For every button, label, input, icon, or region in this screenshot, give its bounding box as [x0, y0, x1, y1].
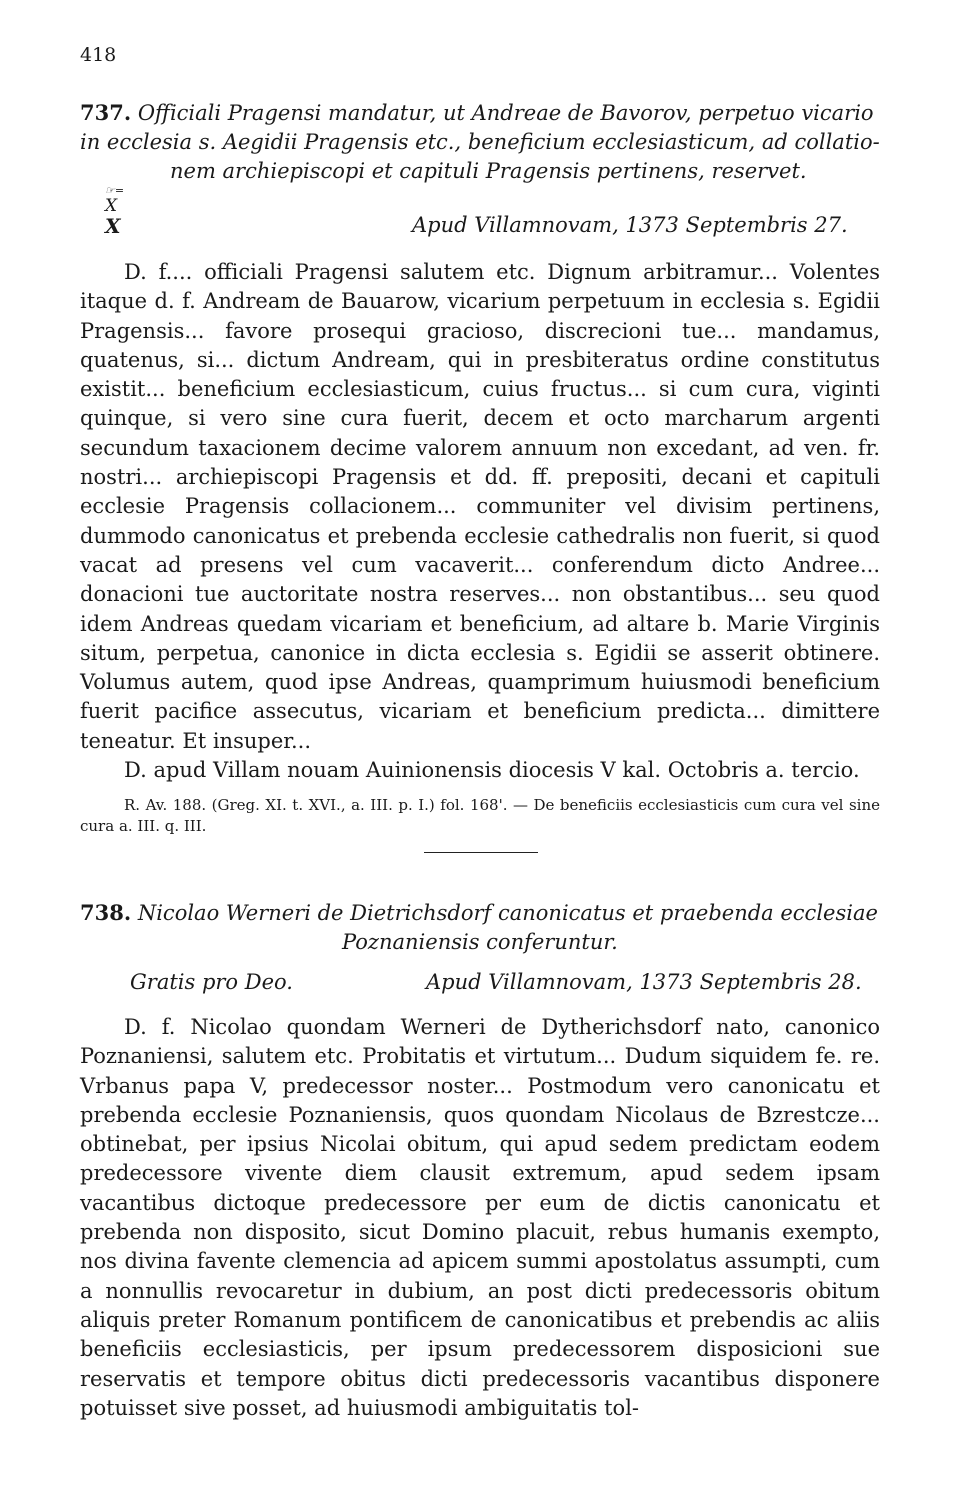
- entry-737-title-line-2: in ecclesia s. Aegidii Pragensis etc., beneficium ecclesiasticum, ad collatio-: [80, 130, 880, 154]
- entry-738-gratis: Gratis pro Deo.: [130, 970, 293, 994]
- entry-738-body-paragraph: D. f. Nicolao quondam Werneri de Dytherichsdorf nato, canonico Poznaniensi, salutem etc. Probitatis et virtutum... Dudum siquidem fe. re. Vrbanus papa V, predecessor noster... Postmodum vero canonicatu et prebenda ecclesie Poznaniensis, quos quondam Nicolaus de Bzrestcze... obtinebat, per ipsius Nicolai obitum, qui apud sedem predictam eodem predecessore vivente diem clausit extremum, apud sedem ipsam vacantibus dictoque predecessore per eum de dictis canonicatu et prebenda non disposito, sicut Domino placuit, rebus humanis exempto, nos divina favente clemencia ad apicem summi apostolatus assumpti, cum a nonnullis revocaretur in dubium, an post dicti predecessoris obitum aliquis preter Romanum pontificem de canonicatibus et prebendis ac aliis beneficiis ecclesiasticis, per ipsum predecessorem disposicioni sue reservatis et tempore obitus dicti predecessoris vacantibus disponere potuisset sive posset, ad huiusmodi ambiguitatis tol-: [80, 1015, 880, 1420]
- entry-737-source-text: R. Av. 188. (Greg. XI. t. XVI., a. III. p. I.) fol. 168'. — De beneficiis ecclesiasticis cum cura vel sine cura a. III. q. III.: [80, 796, 880, 835]
- entry-737-title-line-1: Officiali Pragensi mandatur, ut Andreae de Bavorov, perpetuo vicario: [137, 101, 874, 125]
- entry-737-body: [80, 258, 880, 785]
- entry-738-title-line-1: Nicolao Werneri de Dietrichsdorf canonicatus et praebenda ecclesiae: [137, 901, 878, 925]
- x-mark: X: [105, 196, 118, 216]
- entry-737-dateline: Apud Villamnovam, 1373 Septembris 27.: [412, 213, 848, 237]
- section-divider: [424, 852, 538, 853]
- entry-738-number: 738.: [80, 900, 132, 925]
- entry-738-title-line-2: Poznaniensis conferuntur.: [342, 930, 618, 954]
- entry-738-body: [80, 1013, 880, 1423]
- entry-737-number: 737.: [80, 100, 132, 125]
- entry-737-title-line-3: nem archiepiscopi et capituli Pragensis pertinens, reservet.: [170, 159, 807, 183]
- margin-marks: [105, 186, 124, 236]
- entry-738-heading: [80, 898, 880, 957]
- pointing-hand-mark: ☞=: [105, 184, 125, 197]
- entry-737-body-paragraph: D. f.... officiali Pragensi salutem etc. Dignum arbitramur... Volentes itaque d. f. Andream de Bauarow, vicarium perpetuum in ecclesia s. Egidii Pragensis... favore prosequi gracioso, discrecioni tue... mandamus, quatenus, si... dictum Andream, qui in presbiteratus ordine constitutus existit... beneficium ecclesiasticum, cuius fructus... si cum cura, viginti quinque, si vero sine cura fuerit, decem et octo marcharum argenti secundum taxacionem decime valorem annuum non excedant, ad ven. fr. nostri... archiepiscopi Pragensis et dd. ff. prepositi, decani et capituli ecclesie Pragensis collacionem... communiter vel divisim pertinens, dummodo canonicatus et prebenda ecclesie cathedralis non fuerit, si quod vacat ad presens vel cum vacaverit... conferendum dicto Andree... donacioni tue auctoritate nostra reserves... non obstantibus... seu quod idem Andreas quedam vicariam et beneficium, ad altare b. Marie Virginis situm, perpetua, canonice in dicta ecclesia s. Egidii se asserit obtinere. Volumus autem, quod ipse Andreas, quamprimum huiusmodi beneficium fuerit pacifice assecutus, vicariam et beneficium predicta... dimittere teneatur. Et insuper...: [80, 260, 880, 753]
- entry-738-dateline: Apud Villamnovam, 1373 Septembris 28.: [426, 970, 862, 994]
- entry-737-heading: [80, 98, 880, 186]
- entry-737-closing: D. apud Villam nouam Auinionensis diocesis V kal. Octobris a. tercio.: [124, 758, 860, 783]
- x-mark-bold: X: [105, 214, 121, 238]
- page-number: 418: [80, 44, 117, 66]
- entry-737-source: [80, 795, 880, 837]
